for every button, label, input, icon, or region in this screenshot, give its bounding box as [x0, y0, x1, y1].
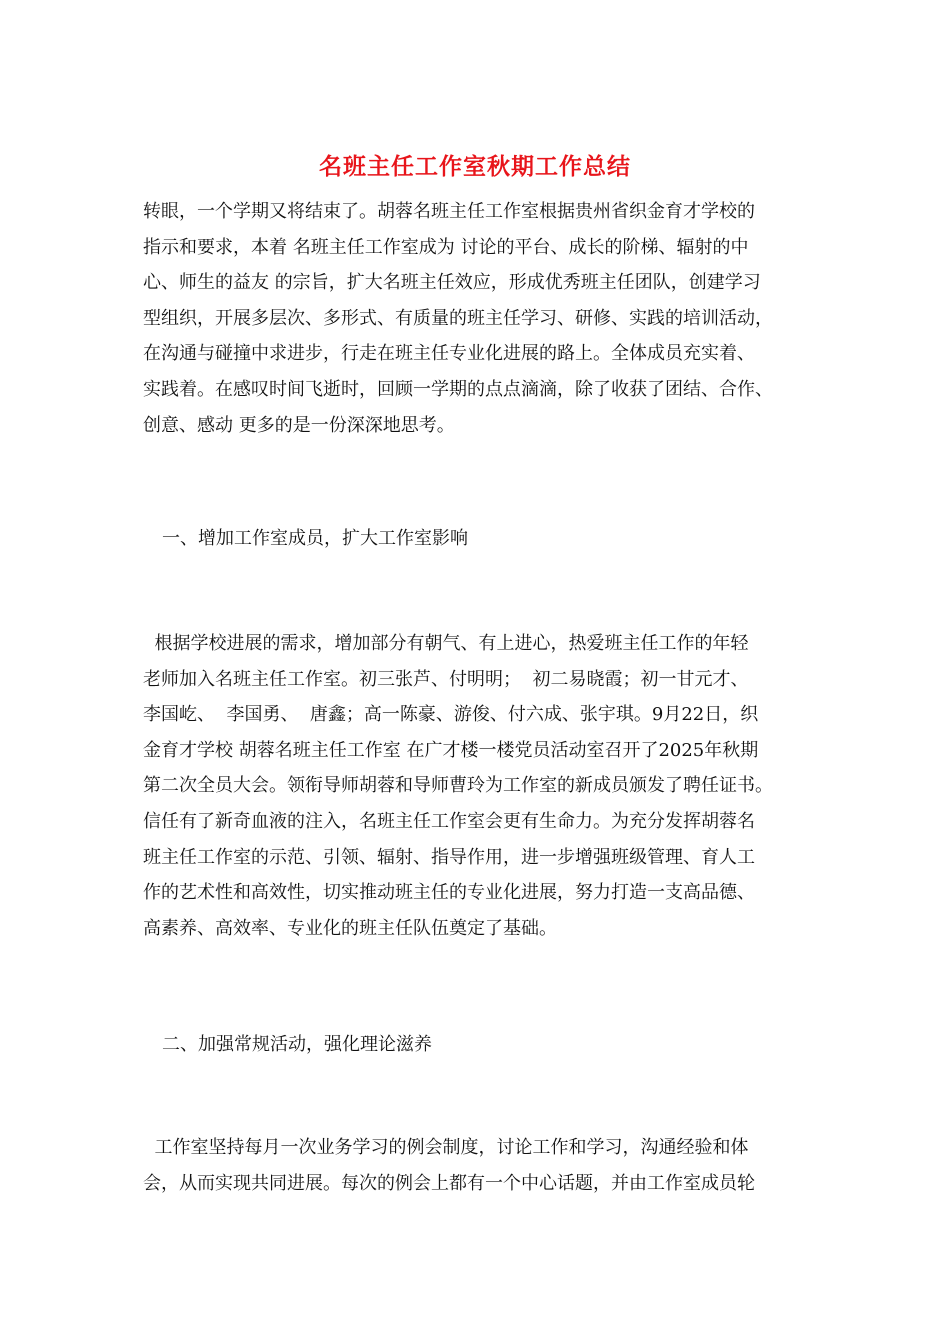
paragraph-line: 第二次全员大会。领衔导师胡蓉和导师曹玲为工作室的新成员颁发了聘任证书。: [143, 775, 773, 797]
intro-paragraph: [143, 194, 823, 443]
paragraph-line: 创意、感动 更多的是一份深深地思考。: [143, 414, 455, 436]
document-title: 名班主任工作室秋期工作总结: [319, 154, 631, 180]
section-2-paragraph: [143, 1130, 823, 1201]
section-heading-2: 二、加强常规活动，强化理论滋养: [162, 1034, 432, 1055]
paragraph-line: 指示和要求，本着 名班主任工作室成为 讨论的平台、成长的阶梯、辐射的中: [143, 236, 749, 258]
section-1-paragraph: [143, 626, 823, 946]
paragraph-line: 作的艺术性和高效性，切实推动班主任的专业化进展，努力打造一支高品德、: [143, 882, 755, 904]
paragraph-line: 在沟通与碰撞中求进步，行走在班主任专业化进展的路上。全体成员充实着、: [143, 343, 755, 365]
paragraph-line: 会，从而实现共同进展。每次的例会上都有一个中心话题，并由工作室成员轮: [143, 1172, 755, 1194]
paragraph-line: 根据学校进展的需求，增加部分有朝气、有上进心，热爱班主任工作的年轻: [143, 633, 749, 654]
paragraph-line: 金育才学校 胡蓉名班主任工作室 在广才楼一楼党员活动室召开了2025年秋期: [143, 739, 759, 761]
paragraph-line: 信任有了新奇血液的注入，名班主任工作室会更有生命力。为充分发挥胡蓉名: [143, 810, 755, 832]
paragraph-line: 转眼，一个学期又将结束了。胡蓉名班主任工作室根据贵州省织金育才学校的: [143, 201, 755, 222]
paragraph-line: 班主任工作室的示范、引领、辐射、指导作用，进一步增强班级管理、育人工: [143, 846, 755, 868]
paragraph-line: 心、师生的益友 的宗旨，扩大名班主任效应，形成优秀班主任团队，创建学习: [143, 272, 761, 294]
paragraph-line: 实践着。在感叹时间飞逝时，回顾一学期的点点滴滴，除了收获了团结、合作、: [143, 378, 773, 400]
paragraph-line: 工作室坚持每月一次业务学习的例会制度，讨论工作和学习，沟通经验和体: [143, 1137, 749, 1158]
paragraph-line: 高素养、高效率、专业化的班主任队伍奠定了基础。: [143, 917, 557, 939]
paragraph-line: 老师加入名班主任工作室。初三张芦、付明明； 初二易晓霞；初一甘元才、: [143, 668, 749, 690]
paragraph-line: 李国屹、 李国勇、 唐鑫；高一陈豪、游俊、付六成、张宇琪。9月22日，织: [143, 704, 759, 726]
section-heading-1: 一、增加工作室成员，扩大工作室影响: [162, 528, 468, 549]
paragraph-line: 型组织，开展多层次、多形式、有质量的班主任学习、研修、实践的培训活动，: [143, 307, 773, 329]
